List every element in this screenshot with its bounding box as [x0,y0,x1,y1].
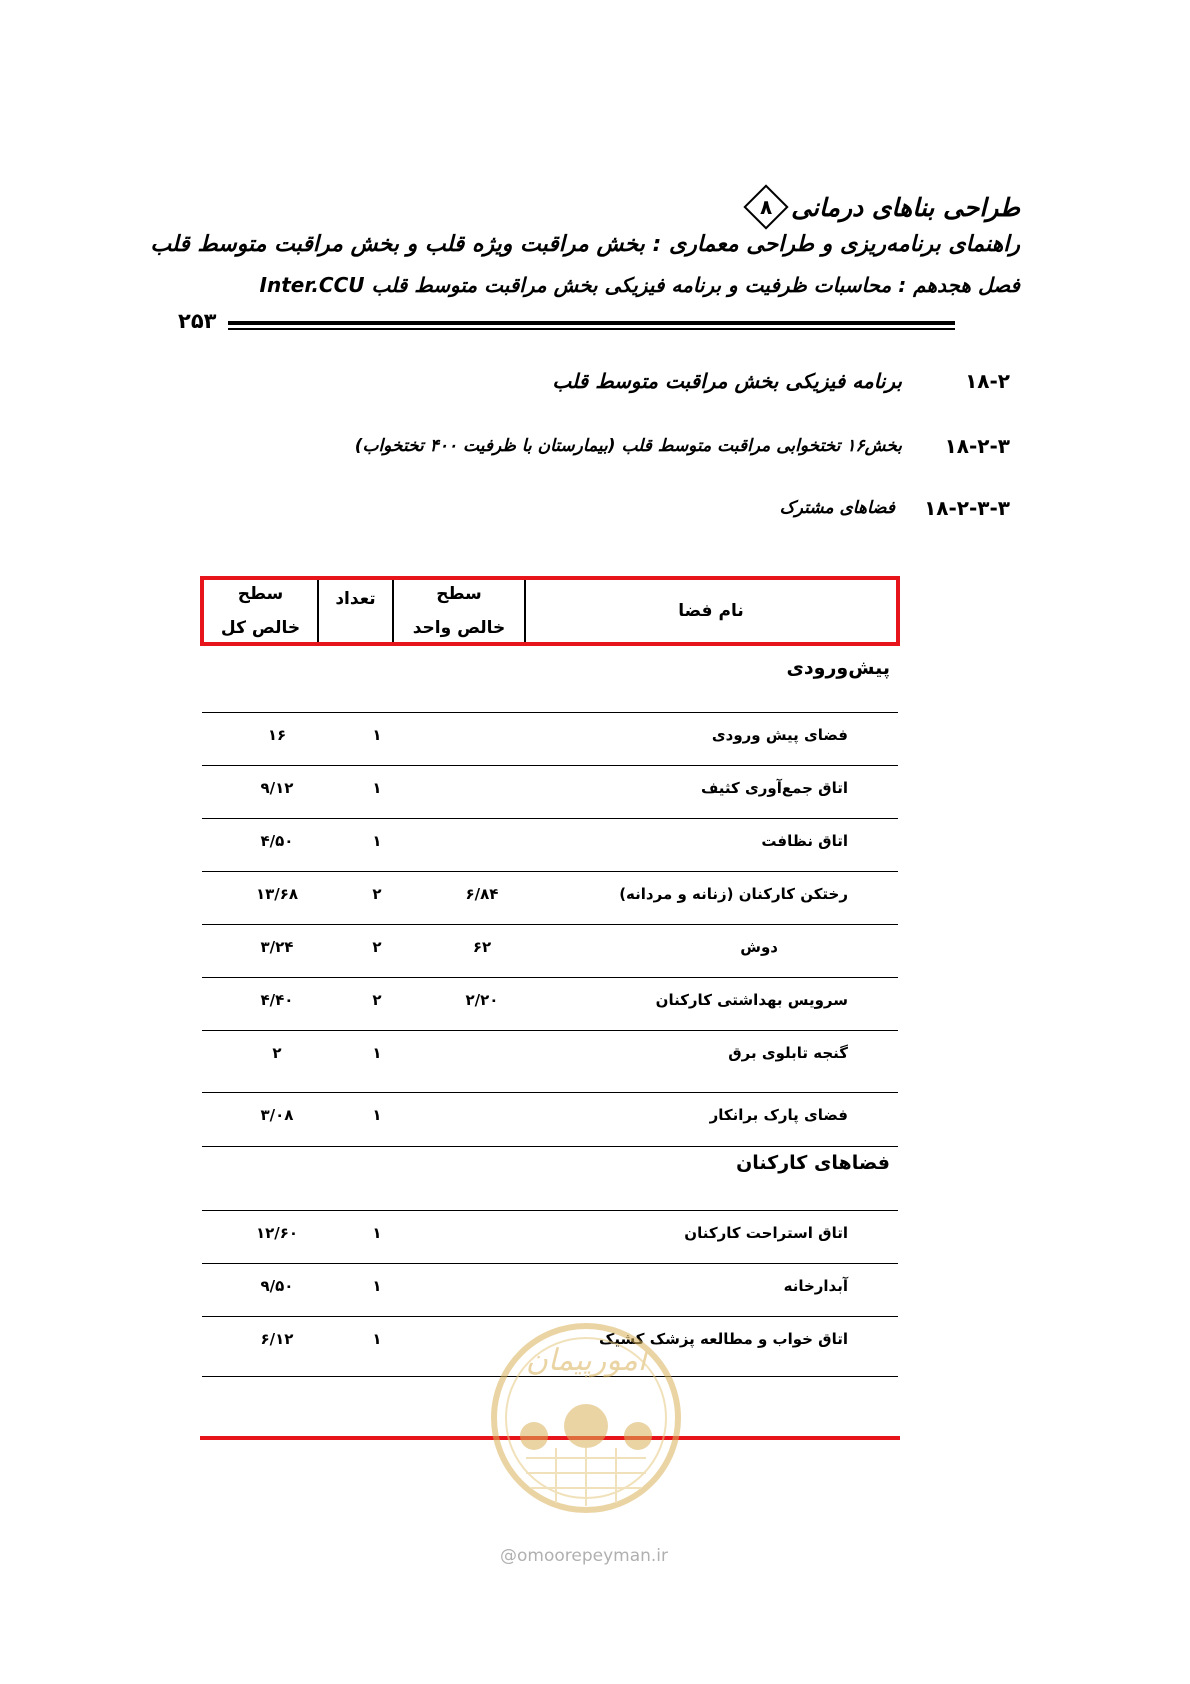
table-row [202,871,898,924]
table-row [202,1210,898,1263]
header-total-area-line1: سطح [237,584,284,604]
row-divider [202,765,898,766]
row-divider [202,1210,898,1211]
space-name: رختکن کارکنان (زنانه و مردانه) [619,885,848,903]
table-row [202,924,898,977]
space-name: فضای پیش ورودی [711,726,848,744]
total-area: ۳/۲۴ [260,938,294,956]
count: ۱ [372,1224,382,1242]
header-unit-area-line2: خالص واحد [412,618,506,638]
count: ۱ [372,1277,382,1295]
total-area: ۹/۱۲ [260,779,294,797]
row-divider [202,818,898,819]
count: ۱ [372,1044,382,1062]
book-title [741,186,1020,228]
table-row [202,818,898,871]
unit-area: ۲/۲۰ [465,991,499,1009]
space-name: سرویس بهداشتی کارکنان [655,991,848,1009]
space-name: اتاق استراحت کارکنان [684,1224,848,1242]
subsection-number: ۱۸-۲-۳ [944,434,1010,458]
total-area: ۲ [272,1044,282,1062]
table-row [202,1092,898,1145]
header-rule-thin [228,328,955,330]
unit-area: ۶/۸۴ [465,885,499,903]
chapter-badge-number: ۸ [760,195,773,219]
total-area: ۹/۵۰ [260,1277,294,1295]
watermark-logo [486,1308,686,1548]
header-space-name-label: نام فضا [678,601,744,621]
row-divider [202,712,898,713]
section-number: ۱۸-۲ [965,369,1010,393]
count: ۱ [372,1330,382,1348]
total-area: ۴/۵۰ [260,832,294,850]
unit-area: ۶۲ [472,938,492,956]
watermark-url: @omoorepeyman.ir [500,1546,669,1566]
row-divider [202,1146,898,1147]
row-divider [202,1030,898,1031]
group-title: فضاهای کارکنان [736,1152,890,1174]
total-area: ۱۲/۶۰ [255,1224,299,1242]
header-unit-area [394,580,524,642]
total-area: ۶/۱۲ [260,1330,294,1348]
chapter-title: فصل هجدهم : محاسبات ظرفیت و برنامه فیزیکی بخش مراقبت متوسط قلب Inter.CCU [259,273,1020,297]
space-name: اتاق نظافت [761,832,848,850]
total-area: ۱۶ [267,726,287,744]
count: ۱ [372,832,382,850]
subsubsection-title: فضاهای مشترک [779,498,895,518]
space-name: اتاق جمع‌آوری کثیف [700,779,848,797]
row-divider [202,977,898,978]
table-row [202,977,898,1030]
table-row [202,1030,898,1083]
guide-title: راهنمای برنامه‌ریزی و طراحی معماری : بخش مراقبت ویژه قلب و بخش مراقبت متوسط قلب [150,232,1020,257]
group-title: پیش‌ورودی [786,657,890,679]
page-number: ۲۵۳ [178,309,217,333]
count: ۱ [372,726,382,744]
section-title: برنامه فیزیکی بخش مراقبت متوسط قلب [552,369,902,393]
subsection-title: بخش۱۶ تختخوابی مراقبت متوسط قلب (بیمارستان با ظرفیت ۴۰۰ تختخواب) [354,436,902,456]
row-divider [202,871,898,872]
header-rule-thick [228,321,955,325]
total-area: ۱۳/۶۸ [255,885,299,903]
header-total-area-line2: خالص کل [220,618,301,638]
header-count [319,580,392,642]
watermark-text: امورپیمان [525,1343,647,1378]
table-header [200,576,900,646]
table-row [202,765,898,818]
header-total-area [204,580,317,642]
total-area: ۳/۰۸ [260,1106,294,1124]
subsubsection-number: ۱۸-۲-۳-۳ [924,496,1010,520]
space-name: فضای پارک برانکار [709,1106,848,1124]
table-row [202,712,898,765]
row-divider [202,924,898,925]
count: ۲ [372,885,382,903]
count: ۲ [372,938,382,956]
space-name: آبدارخانه [783,1277,848,1295]
total-area: ۴/۴۰ [260,991,294,1009]
header-count-label: تعداد [335,589,376,609]
count: ۱ [372,1106,382,1124]
count: ۱ [372,779,382,797]
header-space-name [526,580,896,642]
chapter-badge [745,186,787,228]
header-unit-area-line1: سطح [436,584,482,604]
row-divider [202,1092,898,1093]
space-name: دوش [740,938,778,956]
space-name: گنجه تابلوی برق [728,1044,848,1062]
space-name: اتاق خواب و مطالعه پزشک کشیک [599,1330,848,1348]
count: ۲ [372,991,382,1009]
book-title-text: طراحی بناهای درمانی [791,192,1020,222]
row-divider [202,1263,898,1264]
